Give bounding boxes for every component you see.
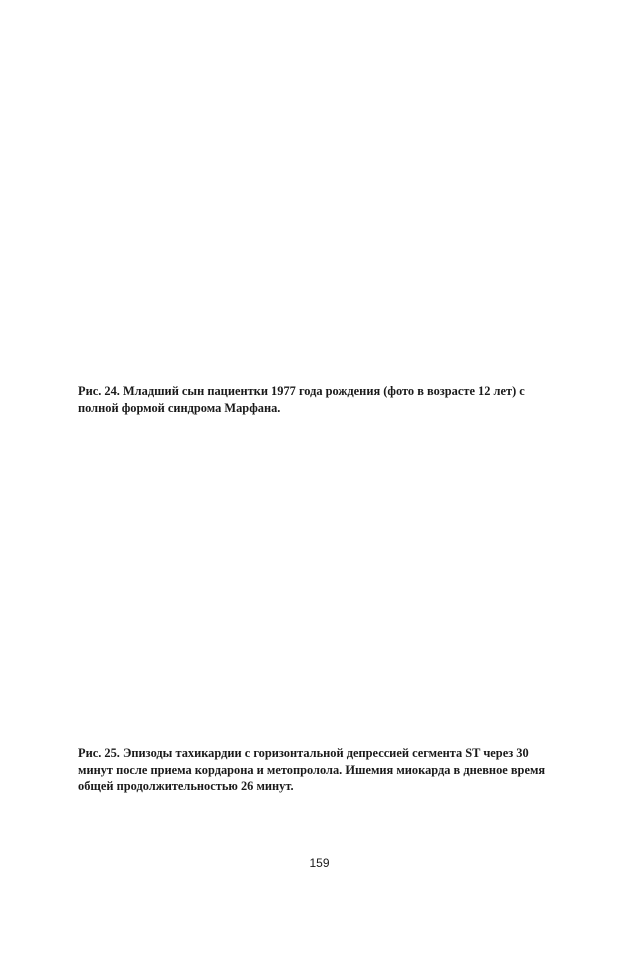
- caption-line: Рис. 24. Младший сын пациентки 1977 года рождения (фото в возрасте 12 лет) с: [78, 384, 525, 398]
- caption-line: минут после приема кордарона и метопролола. Ишемия миокарда в дневное время: [78, 762, 546, 777]
- figure-caption-24: [78, 383, 568, 416]
- caption-line: Рис. 25. Эпизоды тахикардии с горизонтальной депрессией сегмента ST через 30: [78, 746, 529, 760]
- caption-line: общей продолжительностью 26 минут.: [78, 779, 294, 793]
- caption-line: полной формой синдрома Марфана.: [78, 400, 281, 415]
- page-number: 159: [309, 856, 330, 870]
- figure-caption-25: [78, 745, 568, 795]
